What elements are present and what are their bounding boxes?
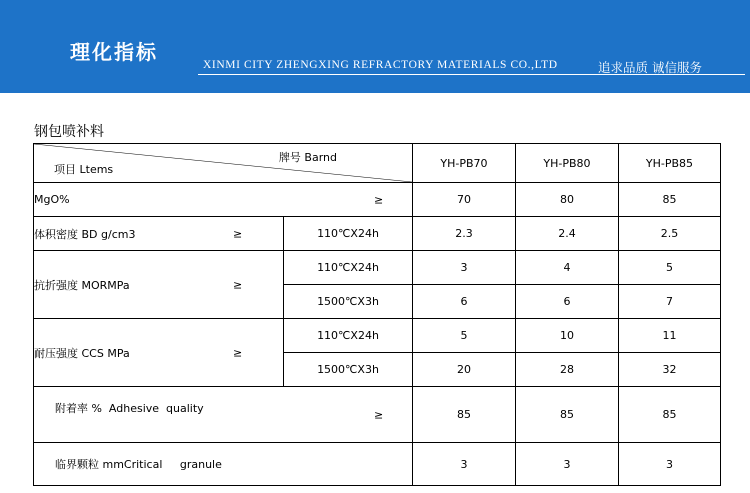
spec-table bbox=[33, 143, 721, 486]
corner-header-cell bbox=[34, 144, 413, 183]
row-label: MgO% bbox=[34, 193, 70, 206]
table-cell: 2.3 bbox=[413, 217, 516, 251]
table-cell: 80 bbox=[516, 183, 619, 217]
table-cell: 85 bbox=[619, 183, 721, 217]
table-cell: 3 bbox=[516, 443, 619, 486]
table-cell: 28 bbox=[516, 353, 619, 387]
page-title: 理化指标 bbox=[70, 40, 158, 64]
table-cell: 11 bbox=[619, 319, 721, 353]
table-cell: 3 bbox=[619, 443, 721, 486]
row-label-cell bbox=[34, 183, 413, 217]
company-name: XINMI CITY ZHENGXING REFRACTORY MATERIALS CO.,LTD bbox=[203, 59, 558, 71]
ge-symbol: ≥ bbox=[374, 193, 384, 206]
row-label: 附着率 % Adhesive quality bbox=[54, 402, 204, 415]
row-label-cell bbox=[34, 319, 284, 387]
table-row bbox=[34, 183, 721, 217]
table-cell: 85 bbox=[619, 387, 721, 443]
row-label-cell bbox=[34, 251, 284, 319]
row-label-cell bbox=[34, 387, 413, 443]
row-label: 临界颗粒 mmCritical granule bbox=[54, 458, 222, 471]
table-cell: 3 bbox=[413, 443, 516, 486]
row-label: 耐压强度 CCS MPa bbox=[34, 346, 130, 360]
column-header: YH-PB70 bbox=[413, 144, 516, 183]
table-cell: 4 bbox=[516, 251, 619, 285]
column-header: YH-PB80 bbox=[516, 144, 619, 183]
ge-symbol: ≥ bbox=[233, 227, 243, 240]
corner-items-label: 项目 Ltems bbox=[54, 163, 114, 176]
table-cell: 10 bbox=[516, 319, 619, 353]
table-row bbox=[34, 387, 721, 443]
row-label: 体积密度 BD g/cm3 bbox=[34, 227, 136, 241]
row-label: 抗折强度 MORMPa bbox=[34, 278, 130, 292]
table-cell: 85 bbox=[516, 387, 619, 443]
table-cell: 6 bbox=[413, 285, 516, 319]
table-cell: 7 bbox=[619, 285, 721, 319]
ge-symbol: ≥ bbox=[233, 346, 243, 359]
condition-cell: 1500℃X3h bbox=[284, 353, 413, 387]
table-row bbox=[34, 319, 721, 353]
row-label-cell bbox=[34, 443, 413, 486]
table-cell: 20 bbox=[413, 353, 516, 387]
row-label-cell bbox=[34, 217, 284, 251]
ge-symbol: ≥ bbox=[374, 408, 384, 421]
table-cell: 2.4 bbox=[516, 217, 619, 251]
condition-cell: 1500℃X3h bbox=[284, 285, 413, 319]
header-banner bbox=[0, 0, 750, 93]
condition-cell: 110℃X24h bbox=[284, 217, 413, 251]
table-cell: 3 bbox=[413, 251, 516, 285]
table-cell: 2.5 bbox=[619, 217, 721, 251]
company-slogan: 追求品质 诚信服务 bbox=[598, 60, 702, 75]
condition-cell: 110℃X24h bbox=[284, 319, 413, 353]
table-header-row bbox=[34, 144, 721, 183]
table-cell: 5 bbox=[413, 319, 516, 353]
ge-symbol: ≥ bbox=[233, 278, 243, 291]
table-row bbox=[34, 251, 721, 285]
table-cell: 85 bbox=[413, 387, 516, 443]
product-title: 钢包喷补料 bbox=[34, 124, 104, 140]
table-cell: 32 bbox=[619, 353, 721, 387]
table-cell: 5 bbox=[619, 251, 721, 285]
table-cell: 6 bbox=[516, 285, 619, 319]
condition-cell: 110℃X24h bbox=[284, 251, 413, 285]
column-header: YH-PB85 bbox=[619, 144, 721, 183]
table-row bbox=[34, 217, 721, 251]
corner-brand-label: 牌号 Barnd bbox=[278, 151, 337, 164]
table-cell: 70 bbox=[413, 183, 516, 217]
table-row bbox=[34, 443, 721, 486]
